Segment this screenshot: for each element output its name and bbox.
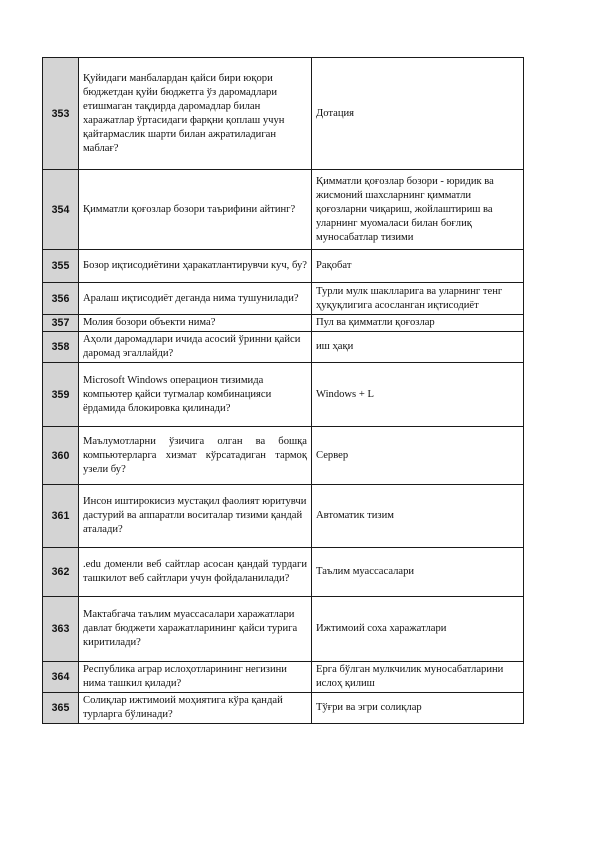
question-cell: Мактабгача таълим муассасалари харажатлари давлат бюджети харажатларининг қайси турига киритилади? — [79, 597, 312, 662]
question-cell: Аҳоли даромадлари ичида асосий ўринни қайси даромад эгаллайди? — [79, 332, 312, 363]
answer-cell: Таълим муассасалари — [312, 548, 524, 597]
row-number: 361 — [43, 485, 79, 548]
answer-cell: Қимматли қоғозлар бозори - юридик ва жисмоний шахсларнинг қимматли қоғозларни чиқариш, жойлаштириш ва уларнинг муомаласи билан боғлиқ муносабатлар тизими — [312, 170, 524, 250]
answer-cell: Ерга бўлган мулкчилик муносабатларини ислоҳ қилиш — [312, 662, 524, 693]
table-row — [43, 427, 524, 485]
question-cell: Қуйидаги манбалардан қайси бири юқори бюджетдан қуйи бюджетга ўз даромадлари етишмаган тақдирда даромадлар билан харажатлар ўртасидаги фарқни қоплаш учун қайтармаслик шарти билан ажратиладиган маблағ? — [79, 58, 312, 170]
row-number: 360 — [43, 427, 79, 485]
row-number: 359 — [43, 363, 79, 427]
table-row — [43, 250, 524, 283]
row-number: 358 — [43, 332, 79, 363]
question-cell: Молия бозори объекти нима? — [79, 315, 312, 332]
question-cell: Солиқлар ижтимоий моҳиятига кўра қандай турларга бўлинади? — [79, 693, 312, 724]
table-row — [43, 693, 524, 724]
table-row — [43, 548, 524, 597]
question-cell: Қимматли қоғозлар бозори таърифини айтинг? — [79, 170, 312, 250]
table-row — [43, 315, 524, 332]
answer-cell: Пул ва қимматли қоғозлар — [312, 315, 524, 332]
table-row — [43, 485, 524, 548]
table-row — [43, 170, 524, 250]
row-number: 362 — [43, 548, 79, 597]
questions-table — [42, 57, 524, 724]
row-number: 353 — [43, 58, 79, 170]
question-cell: Аралаш иқтисодиёт деганда нима тушунилади? — [79, 283, 312, 315]
answer-cell: Ижтимоий соха харажатлари — [312, 597, 524, 662]
row-number: 355 — [43, 250, 79, 283]
answer-cell: Дотация — [312, 58, 524, 170]
question-cell: Бозор иқтисодиётини ҳаракатлантирувчи куч, бу? — [79, 250, 312, 283]
answer-cell: Автоматик тизим — [312, 485, 524, 548]
question-cell: Республика аграр ислоҳотларининг негизини нима ташкил қилади? — [79, 662, 312, 693]
table-row — [43, 332, 524, 363]
table-row — [43, 58, 524, 170]
answer-cell: Сервер — [312, 427, 524, 485]
question-cell: .edu доменли веб сайтлар асосан қандай турдаги ташкилот веб сайтлари учун фойдаланилади? — [79, 548, 312, 597]
table-row — [43, 283, 524, 315]
row-number: 363 — [43, 597, 79, 662]
table-row — [43, 597, 524, 662]
row-number: 364 — [43, 662, 79, 693]
answer-cell: иш ҳақи — [312, 332, 524, 363]
answer-cell: Windows + L — [312, 363, 524, 427]
question-cell: Маълумотларни ўзичига олган ва бошқа компьютерларга хизмат кўрсатадиган тармоқ узели бу? — [79, 427, 312, 485]
answer-cell: Тўғри ва эгри солиқлар — [312, 693, 524, 724]
row-number: 365 — [43, 693, 79, 724]
row-number: 356 — [43, 283, 79, 315]
answer-cell: Рақобат — [312, 250, 524, 283]
table-row — [43, 363, 524, 427]
question-cell: Microsoft Windows операцион тизимида компьютер қайси тугмалар комбинацияси ёрдамида блокировка қилинади? — [79, 363, 312, 427]
row-number: 354 — [43, 170, 79, 250]
answer-cell: Турли мулк шаклларига ва уларнинг тенг ҳуқуқлигига асосланган иқтисодиёт — [312, 283, 524, 315]
table-row — [43, 662, 524, 693]
row-number: 357 — [43, 315, 79, 332]
question-cell: Инсон иштирокисиз мустақил фаолият юритувчи дастурий ва аппаратли воситалар тизими қандай аталади? — [79, 485, 312, 548]
